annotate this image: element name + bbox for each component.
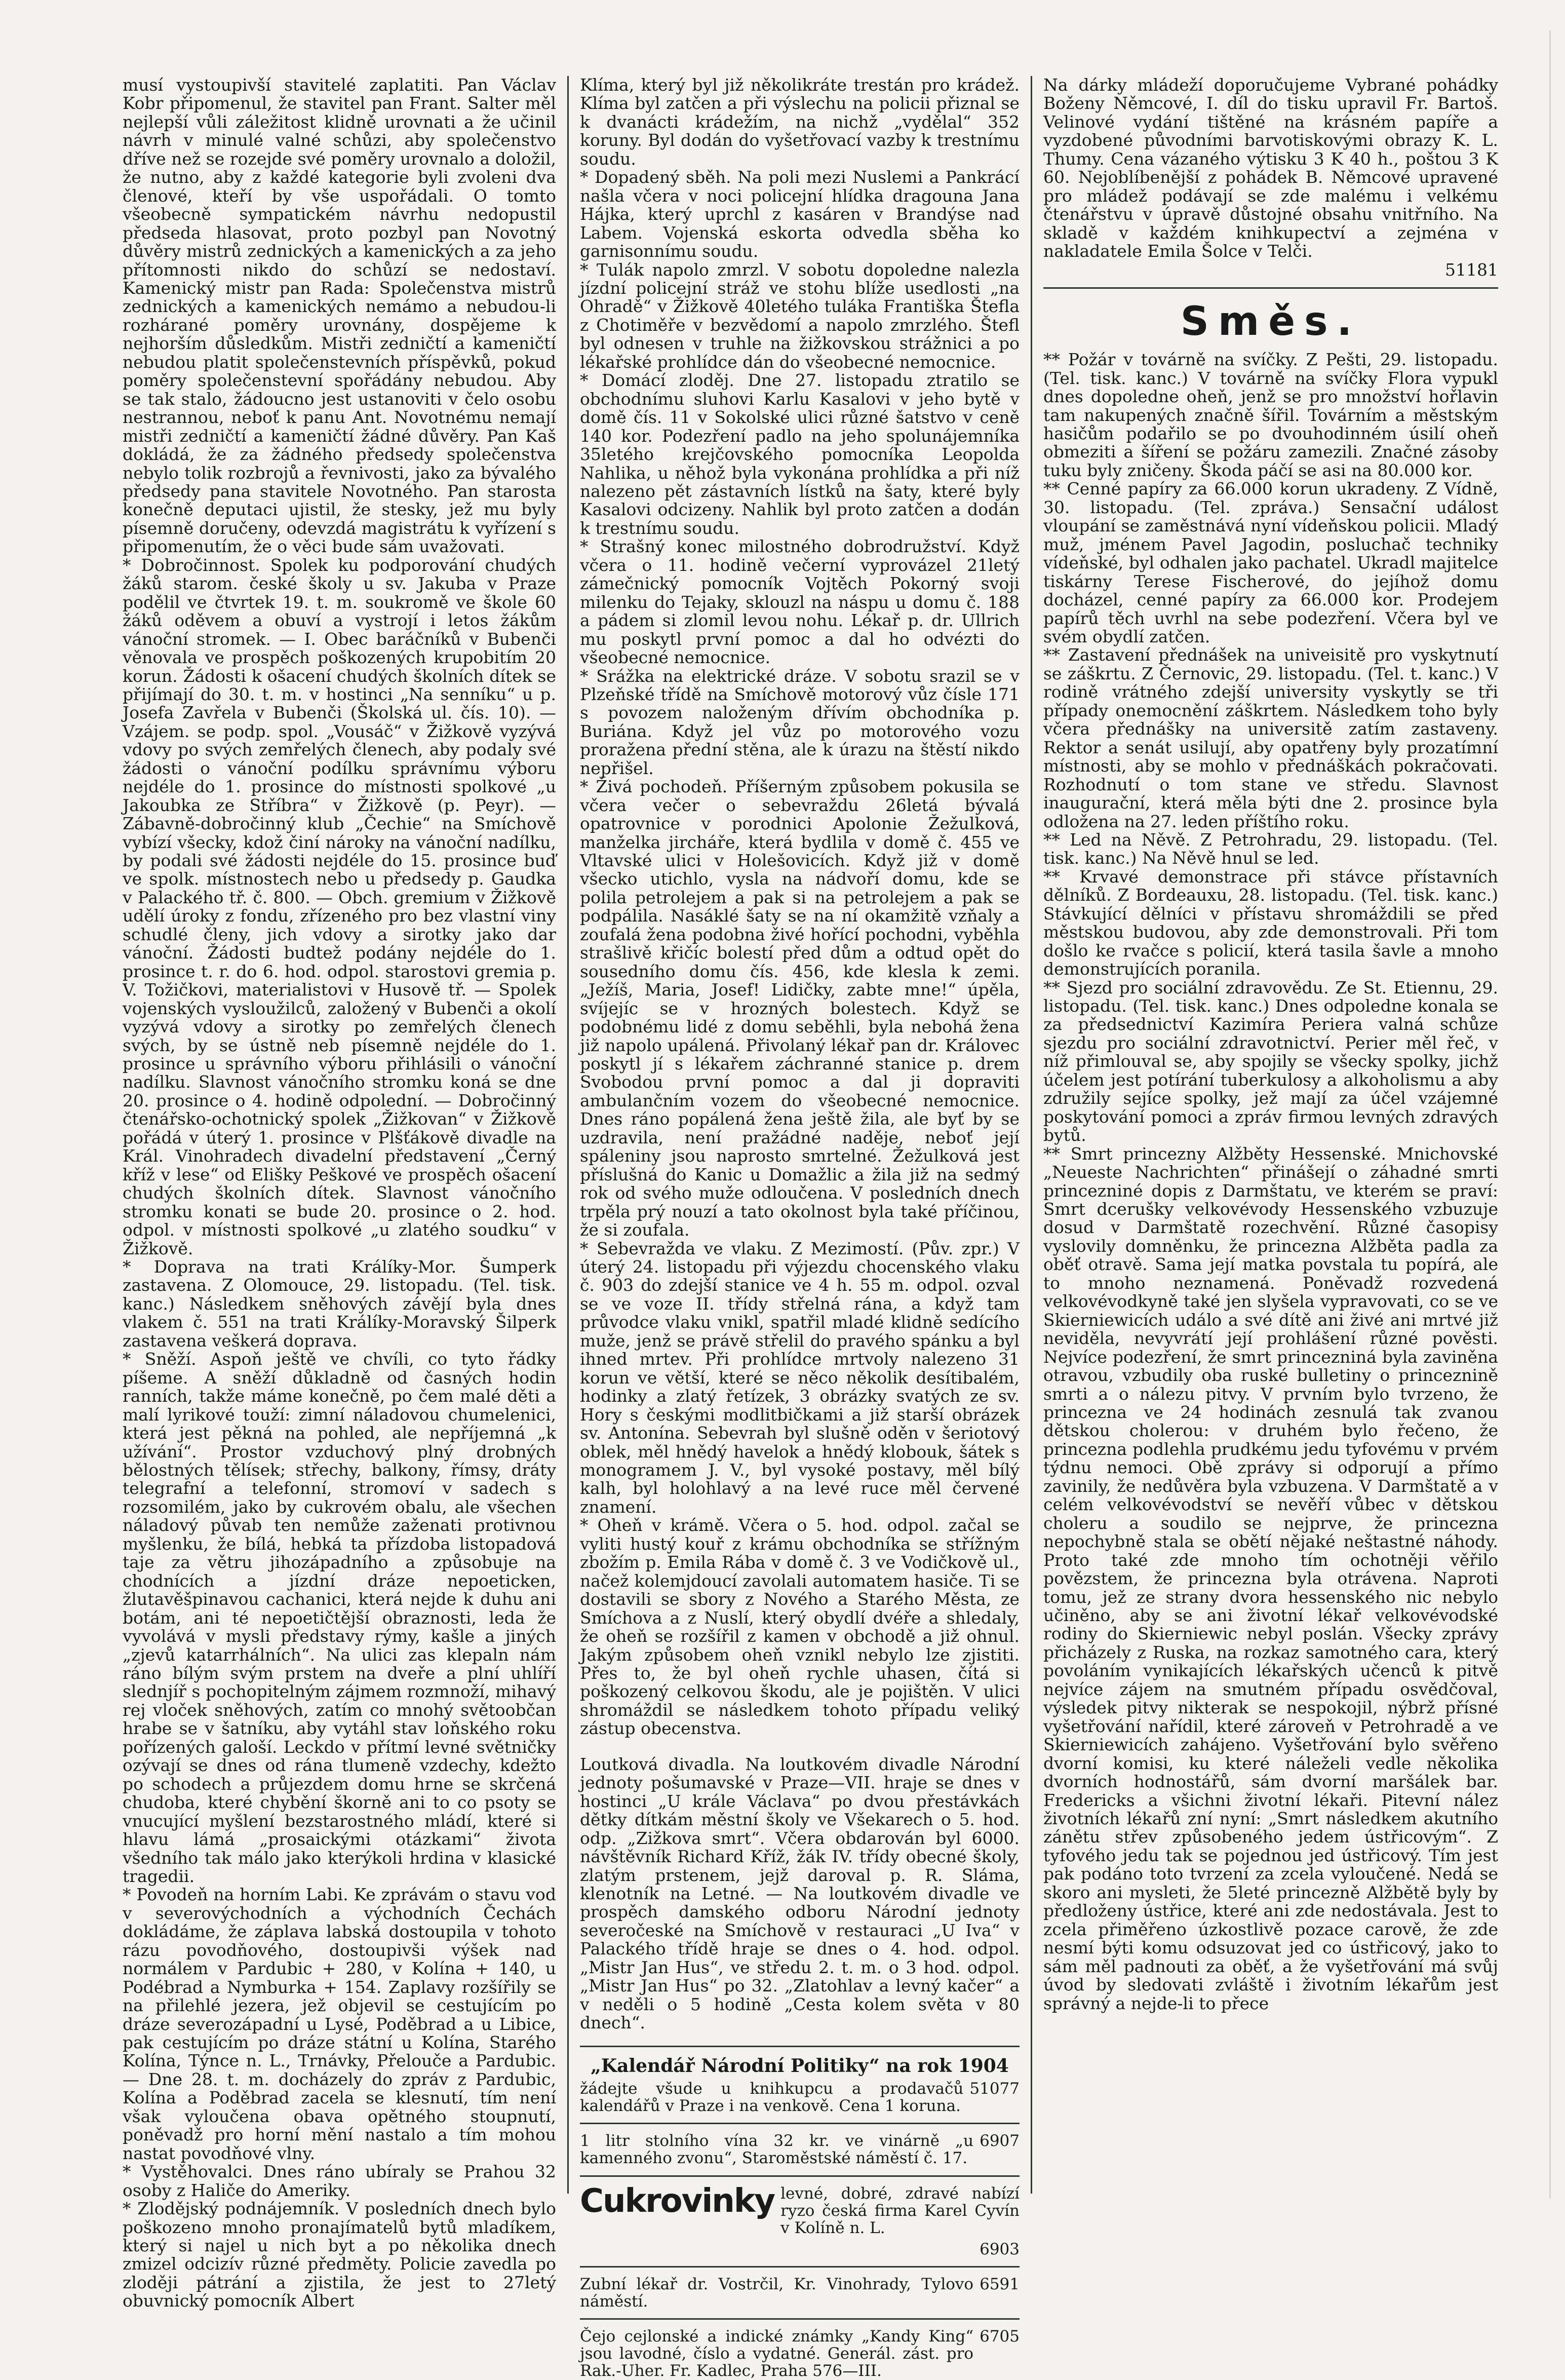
article-paragraph: ** Cenné papíry za 66.000 korun ukradeny. Z Vídně, 30. listopadu. (Tel. zpráva.) Sensační událost vloupání se zaměstnává nyní vídeňskou policii. Mladý muž, jménem Pavel Jagodin, posluchač techniky vídeňské, byl odhalen jako pachatel. Ukradl majitelce tiskárny Terese Fischerové, do jejíhož domu docházel, cenné papíry za 66.000 kor. Prodejem papírů těch uvrhl na sebe podezření. Včera byl ve svém obydlí zatčen. <box>1043 479 1498 646</box>
section-title: Směs. <box>1180 298 1361 344</box>
column-left <box>111 75 569 2311</box>
article-paragraph: Klíma, který byl již několikráte trestán pro krádež. Klíma byl zatčen a při výslechu na policii přiznal se k dvanácti krádežím, na nichž „vydělal“ 352 koruny. Byl dodán do vyšetřovací vazby k trestnímu soudu. <box>580 75 1020 169</box>
book-ad-text: Na dárky mládeží doporučujeme Vybrané pohádky Boženy Němcové, I. díl do tisku upravil Fr. Bartoš. Velinové vydání tištěné na krásném papíře a vyzdobené původními barvotiskovými obrazy K. L. Thumy. Cena vázaného výtisku 3 K 40 h., poštou 3 K 60. Nejoblíbenější z pohádek B. Němcové upravené pro mládež podávají se zde malému i velkému čtenářstvu v úpravě důstojné obsahu vnitřního. Na skladě v každém knihkupectví a zejména v nakladatele Emila Šolce v Telči. <box>1043 75 1498 261</box>
column-middle <box>569 75 1032 2380</box>
calendar-ad-text: žádejte všude u knihkupcu a prodavačů kalendářů v Praze i na venkově. Cena 1 koruna. <box>580 2080 964 2116</box>
dentist-ad <box>580 2276 1020 2310</box>
wine-ad <box>580 2132 1020 2167</box>
article-paragraph: * Dobročinnost. Spolek ku podporování chudých žáků starom. české školy u sv. Jakuba v Praze podělil ve čtvrtek 19. t. m. soukromě ve škole 60 žáků oděvem a obuví a vystrojí i letos žákům vánoční stromek. — I. Obec baráčníků v Bubenči věnovala ve prospěch poškozených krupobitím 20 korun. Žádosti k ošacení chudých školních dítek se přijímají do 30. t. m. v hostinci „Na senníku“ u p. Josefa Zavřela v Bubenči (Školská ul. čís. 10). — Vzájem. se podp. spol. „Vousáč“ v Žižkově vyzývá vdovy po svých zemřelých členech, aby podaly své žádosti o vánoční podílku správnímu výboru nejdéle do 1. prosince do místnosti spolkové „u Jakoubka ze Stříbra“ v Žižkově (p. Peyr). — Zábavně-dobročinný klub „Čechie“ na Smíchově vybízí všecky, kdož činí nároky na vánoční nadílku, by podali své žádosti nejdéle do 15. prosince buď ve spolk. místnostech nebo u předsedy p. Gaudka v Palackého tř. č. 800. — Obch. gremium v Žižkově udělí úroky z fondu, zřízeného pro bez vlastní viny schudlé členy, jich vdovy a sirotky jako dar vánoční. Žádosti budtež podány nejdéle do 1. prosince t. r. do 6. hod. odpol. starostovi gremia p. V. Tožičkovi, materialistovi v Husově tř. — Spolek vojenských vysloužilců, založený v Bubenči a okolí vyzývá vdovy a sirotky po zemřelých členech svých, by se ústně neb písemně nejdéle do 1. prosince u správního výboru přihlásili o vánoční nadílku. Slavnost vánočního stromku koná se dne 20. prosince o 4. hodině odpolední. — Dobročinný čtenářsko-ochotnický spolek „Žižkovan“ v Žižkově pořádá v úterý 1. prosince v Plšťákově divadle na Král. Vinohradech divadelní představení „Černý kříž v lese“ od Elišky Peškové ve prospěch ošacení chudých školních dítek. Slavnost vánočního stromku konati se bude 20. prosince o 2. hod. odpol. v místnosti spolkové „u zlatého soudku“ v Žižkově. <box>123 555 556 1258</box>
article-paragraph: musí vystoupivší stavitelé zaplatiti. Pan Václav Kobr připomenul, že stavitel pan Frant. Salter měl nejlepší vůli záležitost klidně urovnati a že učinil návrh v minulé valné schůzi, aby společenstvo dříve než se rozejde své poměry urovnalo a doložil, že nutno, aby z každé kategorie byli zvoleni dva členové, kteří by vše uspořádali. O tomto všeobecně sympatickém návrhu nedopustil předseda hlasovat, proto pozbyl pan Novotný důvěry mistrů zednických a kamenických a za jeho přítomnosti nikdo do schůzí se nedostaví. Kamenický mistr pan Rada: Společenstva mistrů zednických a kamenických nemámo a nebudou-li rozhárané poměry urovnány, dospějeme k nejhorším důsledkům. Mistři zedničtí a kameničtí nebudou platit společenstevních příspěvků, pokud poměry společenstevní spořádány nebudou. Aby se tak stalo, žádoucno jest ustanoviti v čelo osobu nestrannou, neboť k panu Ant. Novotnému nemají mistři zedničtí a kameničtí žádné důvěry. Pan Kaš dokládá, že za žádného předsedy společenstva nebylo tolik rozbrojů a řevnivosti, jako za bývalého předsedy pana stavitele Novotného. Pan starosta konečně deputaci ujistil, že stesky, jež mu byly písemně doručeny, odevzdá magistrátu k vyřízení s připomenutím, že o věci bude sám uvažovati. <box>123 75 556 557</box>
calendar-ad-title: „Kalendář Národní Politiky“ na rok 1904 <box>591 2055 1009 2077</box>
article-paragraph: Loutková divadla. Na loutkovém divadle Národní jednoty pošumavské v Praze—VII. hraje se dnes v hostinci „U krále Václava“ po dvou přestávkách dětky dítkám městní školy ve Všekarech o 5. hod. odp. „Zižkova smrt“. Včera obdarován byl 6000. návštěvník Richard Kříž, žák IV. třídy obecné školy, zlatým prstenem, jejž daroval p. R. Sláma, klenotník na Letné. — Na loutkovém divadle ve prospěch damského odboru Národní jednoty severočeské na Smíchově v restauraci „U Iva“ v Palackého třídě hraje se dnes o 4. hod. odpol. „Mistr Jan Hus“, ve středu 2. t. m. o 3 hod. odpol. „Mistr Jan Hus“ po 32. „Zlatohlav a levný kačer“ a v neděli o 5 hodině „Cesta kolem světa v 80 dnech“. <box>580 1754 1020 2033</box>
page-edge-line <box>1549 30 1551 2199</box>
newspaper-page <box>111 75 1509 2380</box>
article-paragraph: * Sebevražda ve vlaku. Z Mezimostí. (Pův. zpr.) V úterý 24. listopadu při výjezdu chocenského vlaku č. 903 do zdejší stanice ve 4 h. 55 m. odpol. ozval se ve voze II. třídy střelná rána, a když tam průvodce vlaku vnikl, spatřil mladé klidně sedícího muže, jenž se právě střelil do pravého spánku a byl ihned mrtev. Při prohlídce mrtvoly nalezeno 31 korun ve větší, které se něco několik desítibalém, hodinky a zlatý řetízek, 3 obrázky svatých ze sv. Hory s českými modlitbičkami a již starší obrázek sv. Antonína. Sebevrah byl slušně oděn v šeriotový oblek, měl hnědý havelok a hnědý klobouk, šátek s monogramem J. V., byl vysoké postavy, měl bílý kalh, byl holohlavý a na levé ruce měl červené znamení. <box>580 1238 1020 1517</box>
article-paragraph: * Dopadený sběh. Na poli mezi Nuslemi a Pankrácí našla včera v noci policejní hlídka dragouna Jana Hájka, který uprchl z kasáren v Brandýse nad Labem. Vojenská eskorta odvedla sběha ko garnisonnímu soudu. <box>580 167 1020 261</box>
cukrovinky-number-row <box>580 2241 1020 2258</box>
ad-number: 51077 <box>969 2080 1020 2098</box>
article-paragraph: * Povodeň na horním Labi. Ke zprávám o stavu vod v severovýchodních a východních Čechách dokládáme, že záplava labská dostoupila v tohoto rázu povodňového, dostoupivši výšek nad normálem v Pardubic + 280, v Kolína + 140, u Podébrad a Nymburka + 154. Zaplavy rozšířily se na přilehlé jezera, jež objevil se cestujícím po dráze severozápadní u Lysé, Poděbrad a u Libice, pak cestujícím po dráze státní u Kolína, Starého Kolína, Týnce n. L., Trnávky, Přelouče a Pardubic. — Dne 28. t. m. docházely do zpráv z Pardubic, Kolína a Poděbrad zacela se klesnutí, tím není však vyloučena obava opětného stoupnutí, poněvadž pro horní mění nastalo a tím mohou nastat povodňové vlny. <box>123 1885 556 2163</box>
cukrovinky-ad-text: levné, dobré, zdravé nabízí ryzo česká firma Karel Cyvín v Kolíně n. L. <box>780 2184 1020 2237</box>
ad-number: 51181 <box>1445 259 1498 280</box>
article-paragraph: * Oheň v krámě. Včera o 5. hod. odpol. začal se vyliti hustý kouř z krámu obchodníka se střížným zbožím p. Emila Rába v domě č. 3 ve Vodičkově ul., načež kolemjdoucí zavolali automatem hasiče. Ti se dostavili se sbory z Nového a Starého Města, ze Smíchova a z Nuslí, který obydlí dvéře a shledaly, že oheň se rozšířil z kamen v obchodě a již ohnul. Jakým způsobem oheň vznikl nebylo lze zjistiti. Přes to, že byl oheň rychle uhasen, čítá si poškozený celkovou škodu, ale je pojištěn. V ulici shromáždil se následkem tohoto případu veliký zástup obecenstva. <box>580 1515 1020 1739</box>
article-paragraph: * Doprava na trati Králíky-Mor. Šumperk zastavena. Z Olomouce, 29. listopadu. (Tel. tisk. kanc.) Následkem sněhových závějí byla dnes vlakem č. 551 na trati Králíky-Moravský Šilperk zastavena veškerá doprava. <box>123 1257 556 1351</box>
article-paragraph: ** Sjezd pro sociální zdravovědu. Ze St. Etiennu, 29. listopadu. (Tel. tisk. kanc.) Dnes odpoledne konala se za předsednictví Kazimíra Periera valná schůze sjezdu pro sociální zdravotnictví. Perier měl řeč, v níž přimlouval se, aby spojily se všecky spolky, jichž účelem jest potírání tuberkulosy a alkoholismu a aby združily sejíce spolky, jež mají za účel vzájemné poskytování pomoci a zpráv firmou levných zdravých bytů. <box>1043 977 1498 1145</box>
article-paragraph: * Vystěhovalci. Dnes ráno ubíraly se Prahou 32 osoby z Haliče do Ameriky. <box>123 2162 556 2200</box>
ad-number: 6907 <box>980 2132 1020 2151</box>
cukrovinky-ad <box>580 2182 1020 2237</box>
divider <box>1043 287 1498 289</box>
article-paragraph: * Tulák napolo zmrzl. V sobotu dopoledne nalezla jízdní policejní stráž ve stohu blíže usedlosti „na Ohradě“ v Žižkově 40letého tuláka Františka Štefla z Chotiměře v bezvědomí a napolo zmrzlého. Štefl byl odnesen v truhle na žižkovskou strážnici a po lékařské prohlídce dán do všeobecné nemocnice. <box>580 259 1020 372</box>
tea-ad <box>580 2328 1020 2379</box>
article-paragraph: ** Požár v továrně na svíčky. Z Pešti, 29. listopadu. (Tel. tisk. kanc.) V továrně na svíčky Flora vypukl dnes dopoledne oheň, jenž se pro množství hořlavin tam nakupených značně šířil. Továrním a městským hasičům podařilo se po dvouhodinném úsilí oheň obmeziti a šíření se požáru zamezili. Značné zásoby tuku byly zničeny. Škoda páčí se asi na 80.000 kor. <box>1043 350 1498 480</box>
spacer <box>580 1738 1020 1755</box>
divider <box>580 2318 1020 2320</box>
article-paragraph: ** Led na Něvě. Z Petrohradu, 29. listopadu. (Tel. tisk. kanc.) Na Něvě hnul se led. <box>1043 829 1498 868</box>
divider <box>580 2266 1020 2268</box>
cukrovinky-brand: Cukrovinky <box>580 2182 775 2220</box>
article-paragraph: * Zlodějský podnájemník. V posledních dnech bylo poškozeno mnoho pronajímatelů bytů mladíkem, který si najel u nich byt a po několika dnech zmizel odcizív různé předměty. Policie zavedla po zloději pátrání a zjistila, že jest to 27letý obuvnický pomocník Albert <box>123 2199 556 2311</box>
article-paragraph: * Strašný konec milostného dobrodružství. Když včera o 11. hodině večerní vyprovázel 21letý zámečnický pomocník Vojtěch Pokorný svoji milenku do Tejaky, sklouzl na náspu u domu č. 188 a pádem si zlomil levou nohu. Lékař p. dr. Ullrich mu poskytl první pomoc a dal ho odvézti do všeobecné nemocnice. <box>580 536 1020 668</box>
divider <box>580 2175 1020 2177</box>
article-paragraph: * Sněží. Aspoň ještě ve chvíli, co tyto řádky píšeme. A sněží důkladně od časných hodin ranních, takže máme konečně, po čem malé děti a malí lyrikové touží: zimní náladovou chumelenici, která jest pěkná na pohled, ale nepříjemná „k užívání“. Prostor vzduchový plný drobných bělostných tělísek; střechy, balkony, římsy, dráty telegrafní a telefonní, stromoví v sadech s rozsomilém, jako by cukrovém obalu, ale všechen náladový půvab ten nemůže zaženati protivnou myšlenku, že bílá, hebká ta přízdoba listopadová taje za větru jihozápadního a způsobuje na chodnících a jízdní dráze nepoeticken, žlutavěšpinavou cachanici, která nejde k duhu ani botám, ani té nepoetičtější obraznosti, leda že vyvolává v mysli představy rýmy, kašle a jiných „zjevů katarrhálních“. Na ulici zas klepaln nám ráno bílým svým prstem na dveře a plní uhlíří slednjíř s pochopitelným zájmem rozmnoží, mihavý rej vloček sněhových, zatím co mnohý světoobčan hrabe se v šatníku, aby vytáhl stav loňského roku pořízených galoší. Leckdo v přítmí levné světničky ozývají se dnes od rána tlumeně vzdechy, kdežto po schodech a průjezdem domu hrne se skrčená chudoba, které chybění škorně ani to co psoty se vnucující myšlení bezstarostného mládí, které si hlavu lámá „prosaickými otázkami“ života všedního tak málo jako kterýkoli hrdina v klasické tragedii. <box>123 1349 556 1886</box>
book-ad-number-row <box>1043 261 1498 279</box>
ad-number: 6705 <box>980 2327 1020 2346</box>
wine-ad-text: 1 litr stolního vína 32 kr. ve vinárně „u kamenného zvonu“, Staroměstské náměstí č. 17. <box>580 2132 974 2168</box>
article-paragraph: * Živá pochodeň. Příšerným způsobem pokusila se včera večer o sebevraždu 26letá bývalá opatrovnice v porodnici Apolonie Žežulková, manželka jircháře, která bydlila v domě č. 455 ve Vltavské ulici v Holešovicích. Když již v domě všecko utichlo, vysla na nádvoří domu, kde se polila petrolejem a pak si na petrolejem a pak se podpálila. Nasáklé šaty se na ní okamžitě vzňaly a zoufalá žena podobna živé hořící pochodni, vyběhla strašlivě křičíc bolestí před dům a odtud opět do sousedního domu čís. 456, kde klesla k zemi. „Ježíš, Maria, Josef! Lidičky, zabte mne!“ úpěla, svíjejíc se v hrozných bolestech. Když se podobnému lidé z domu seběhli, byla nebohá žena již napolo upálená. Přivolaný lékař pan dr. Královec poskytl jí s lékařem záchranné stanice p. drem Svobodou první pomoc a dal ji dopraviti ambulančním vozem do všeobecné nemocnice. Dnes ráno popálená žena ještě žila, ale byť by se uzdravila, není pražádné naděje, neboť její spáleniny jsou naprosto smrtelné. Žežulková jest příslušná do Kanic u Domažlic a žila již na sedmý rok od svého muže odloučena. V posledních dnech trpěla prý nouzí a tato okolnost byla také příčinou, že si zoufala. <box>580 777 1020 1240</box>
ad-number: 6591 <box>980 2275 1020 2293</box>
tea-ad-text: Čejo cejlonské a indické známky „Kandy King“ jsou lavodné, číslo a vydatné. Generál. zást. pro Rak.-Uher. Fr. Kadlec, Praha 576—III. <box>580 2327 974 2380</box>
calendar-ad <box>580 2080 1020 2115</box>
article-paragraph: ** Krvavé demonstrace při stávce přístavních dělníků. Z Bordeauxu, 28. listopadu. (Tel. tisk. kanc.) Stávkující dělníci v přístavu shromáždili se před městskou budovou, aby zde demonstrovali. Při tom došlo ke rvačce s policií, která tasila šavle a mnoho demonstrujících poranila. <box>1043 866 1498 979</box>
column-right <box>1032 76 1509 2194</box>
ad-number: 6903 <box>980 2240 1020 2258</box>
divider <box>580 2123 1020 2124</box>
article-paragraph: ** Zastavení přednášek na univeisitě pro vyskytnutí se záškrtu. Z Černovic, 29. listopadu. (Tel. t. kanc.) V rodině vrátného zdejší university vyskytly se tři případy onemocnění záškrtem. Následkem toho byly včera přednášky na universitě zatím zastaveny. Rektor a senát usilují, aby opatřeny byly prozatímní místnosti, aby se mohlo v přednáškách pokračovati. Rozhodnutí o tom stane ve středu. Slavnost inaugurační, která měla býti dne 2. prosince byla odložena na 27. leden příštího roku. <box>1043 645 1498 831</box>
dentist-ad-text: Zubní lékař dr. Vostrčil, Kr. Vinohrady, Tylovo náměstí. <box>580 2275 974 2311</box>
ads-block <box>580 2046 1020 2380</box>
article-paragraph: * Srážka na elektrické dráze. V sobotu srazil se v Plzeňské třídě na Smíchově motorový vůz čísle 171 s povozem naloženým dřívím obchodníka p. Buriána. Když jel vůz po motorového vozu proražena přední stěna, ale k úrazu na štěstí nikdo nepřišel. <box>580 666 1020 778</box>
article-paragraph: * Domácí zloděj. Dne 27. listopadu ztratilo se obchodnímu sluhovi Karlu Kasalovi v jeho bytě v domě čís. 11 v Sokolské ulici různé šatstvo v ceně 140 kor. Podezření padlo na jeho spolunájemníka 35letého krejčovského pomocníka Leopolda Nahlika, u něhož byla vykonána prohlídka a při níž nalezeno pět zástavních lístků na šaty, které byly Kasalovi odcizeny. Nahlik byl proto zatčen a dodán k trestnímu soudu. <box>580 370 1020 538</box>
article-paragraph: ** Smrt princezny Alžběty Hessenské. Mnichovské „Neueste Nachrichten“ přinášejí o záhadné smrti princezniné dopis z Darmštatu, ve kterém se praví: Smrt dcerušky velkovévody Hessenského vzbuzuje dosud v Darmštatě rozechvění. Různé časopisy vyslovily domněnku, že princezna Alžběta padla za oběť otravě. Sama její matka povstala tu popírá, ale to mnoho neznamená. Poněvadž rozvedená velkovévodkyně také jen slyšela vypravovati, co se ve Skierniewicích událo a své dítě ani živé ani mrtvé již neviděla, nevyvrátí její prohlášení různé pověsti. Nejvíce podezření, že smrt princezniná byla zaviněna otravou, vzbudily oba ruské bulletiny o princeznině smrti a o nálezu pitvy. V prvním bylo tvrzeno, že princezna ve 24 hodinách zesnulá tak zvanou dětskou cholerou: v druhém bylo řečeno, že princezna podlehla prudkému jedu tyfovému v prvém týdnu nemoci. Obě zprávy si odporují a přímo zavinily, že nedůvěra byla vzbuzena. V Darmštatě a v celém velkovévodství se nevěří vůbec v dětskou choleru a soudilo se nejprve, že princezna nepochybně stala se obětí nějaké neštastné náhody. Proto také zde mnoho tím ochotněji věřilo povězstem, že princezna byla otrávena. Naproti tomu, jež ze strany dvora hessenského nic nebylo učiněno, aby se ani životní lékař velkovévodské rodiny do Skierniewic nebyl poslán. Všecky zprávy přicházely z Ruska, na rozkaz samotného cara, který povoláním vynikajících lékařských učenců k pitvě nejvíce zájem na smutném případu osvědčoval, výsledek pitvy nikterak se nespokojil, nýbrž přísné vyšetřování nařídil, které zároveň v Petrohradě a ve Skierniewicích zahájeno. Vyšetřování bylo svěřeno dvorní komisi, ku které náleželi vedle několika dvorních hodnostářů, sám dvorní maršálek bar. Fredericks a všichni životní lékaři. Pitevní nález životních lékařů zní nyní: „Smrt následkem akutního zánětu střev způsobeného jedem ústřicovým“. Z tyfového jedu tak se pojednou jed ústřicový. Tím jest pak podáno toto tvrzení za zcela vyloučené. Nedá se skoro ani mysleti, že 5leté princezně Alžbětě byly by předloženy ústřice, které ani zde nedostávala. Jest to zcela přiměřeno úzkostlivě pozace carově, že zde nesmí býti komu odsuzovat jed co ústřicový, jako to sám měl padnouti za oběť, a že vyšetřování má svůj úvod by sledovati zvláště i životním lékařům jest správný a nejde-li to přece <box>1043 1143 1498 2013</box>
